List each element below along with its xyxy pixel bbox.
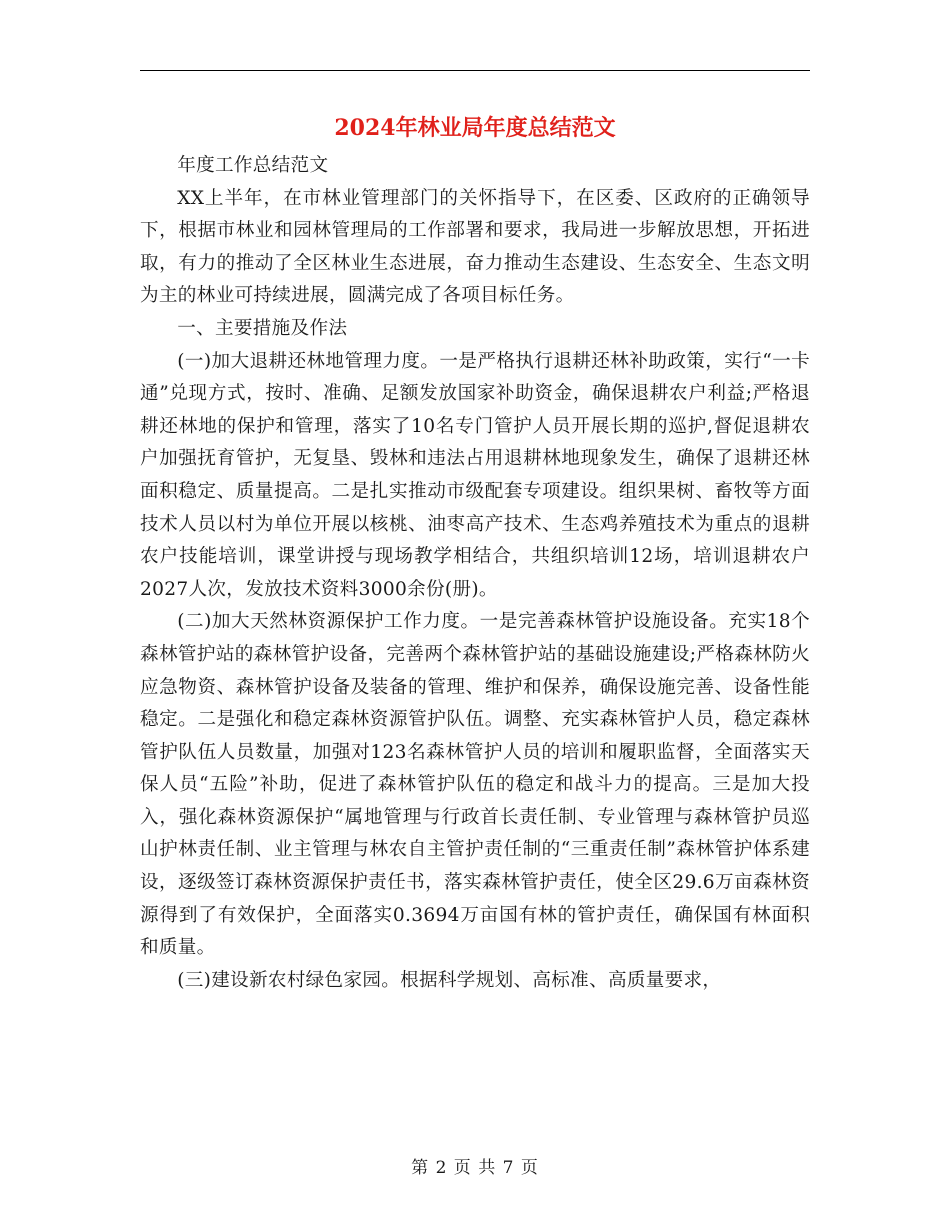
- page-number-footer: 第 2 页 共 7 页: [411, 1158, 539, 1178]
- section-heading-measures: 一、主要措施及作法: [177, 317, 348, 339]
- paragraph-item-1: (一)加大退耕还林地管理力度。一是严格执行退耕还林补助政策，实行“一卡通”兑现方式，按时、准确、足额发放国家补助资金，确保退耕农户利益;严格退耕还林地的保护和管理，落实了10名专门管护人员开展长期的巡护,督促退耕农户加强抚育管护，无复垦、毁林和违法占用退耕林地现象发生，确保了退耕还林面积稳定、质量提高。二是扎实推动市级配套专项建设。组织果树、畜牧等方面技术人员以村为单位开展以核桃、油枣高产技术、生态鸡养殖技术为重点的退耕农户技能培训，课堂讲授与现场教学相结合，共组织培训12场，培训退耕农户2027人次，发放技术资料3000余份(册)。: [140, 350, 810, 600]
- header-rule: [140, 70, 810, 71]
- document-body: [140, 150, 810, 997]
- paragraph-intro: XX上半年，在市林业管理部门的关怀指导下，在区委、区政府的正确领导下，根据市林业和园林管理局的工作部署和要求，我局进一步解放思想，开拓进取，有力的推动了全区林业生态进展，奋力推动生态建设、生态安全、生态文明为主的林业可持续进展，圆满完成了各项目标任务。: [140, 187, 810, 307]
- paragraph-item-3: (三)建设新农村绿色家园。根据科学规划、高标准、高质量要求，: [177, 969, 722, 991]
- paragraph-item-2: (二)加大天然林资源保护工作力度。一是完善森林管护设施设备。充实18个森林管护站的森林管护设备，完善两个森林管护站的基础设施建设;严格森林防火应急物资、森林管护设备及装备的管理、维护和保养，确保设施完善、设备性能稳定。二是强化和稳定森林资源管护队伍。调整、充实森林管护人员，稳定森林管护队伍人员数量，加强对123名森林管护人员的培训和履职监督，全面落实天保人员“五险”补助，促进了森林管护队伍的稳定和战斗力的提高。三是加大投入，强化森林资源保护“属地管理与行政首长责任制、专业管理与森林管护员巡山护林责任制、业主管理与林农自主管护责任制的“三重责任制”森林管护体系建设，逐级签订森林资源保护责任书，落实森林管护责任，使全区29.6万亩森林资源得到了有效保护，全面落实0.3694万亩国有林的管护责任，确保国有林面积和质量。: [140, 611, 810, 959]
- paragraph-subtitle: 年度工作总结范文: [177, 155, 329, 176]
- document-title: 2024年林业局年度总结范文: [334, 115, 616, 141]
